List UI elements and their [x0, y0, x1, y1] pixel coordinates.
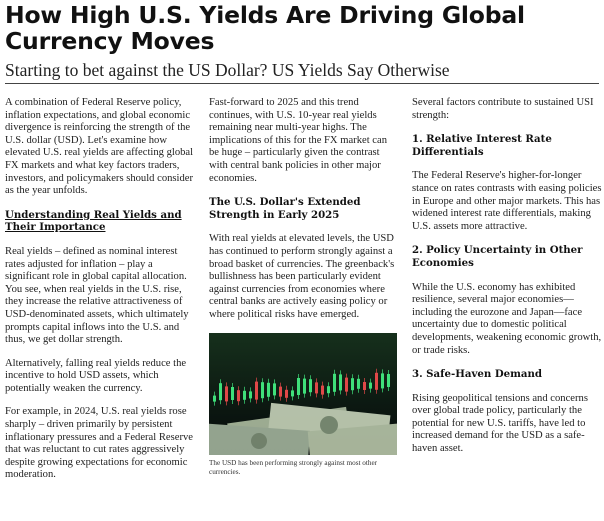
candle-body	[219, 383, 222, 400]
candle-body	[297, 378, 300, 395]
paragraph: The Federal Reserve's higher-for-longer stance on rates contrasts with easing policies in Europe and other major markets. This has widened interest rate differentials, making U.S. assets more attractive.	[412, 170, 602, 232]
paragraph: With real yields at elevated levels, the USD has continued to perform strongly against a broad basket of currencies. The greenback's bullishness has been particularly evident against currencies from economies where central banks are actively easing policy or where political risks have emerged.	[209, 233, 395, 320]
candle-body	[369, 382, 372, 388]
headline: How High U.S. Yields Are Driving Global Currency Moves	[5, 1, 525, 55]
column-3	[412, 97, 602, 467]
section-heading: The U.S. Dollar's Extended Strength in Early 2025	[209, 196, 361, 221]
paragraph: While the U.S. economy has exhibited resilience, several major economies—including the eurozone and Japan—face uncertainty due to domestic political developments, weakening economic growth, or trade risks.	[412, 281, 602, 356]
paragraph: Alternatively, falling real yields reduce the incentive to hold USD assets, which potentially weaken the currency.	[5, 357, 187, 394]
candle-body	[315, 382, 318, 393]
paragraph: A combination of Federal Reserve policy, inflation expectations, and global economic divergence is reinforcing the strength of the U.S. dollar (USD). Let's examine how elevated U.S. real yields are affecting global FX markets and what key factors traders, investors, and policymakers should consider as the year unfolds.	[5, 97, 194, 197]
candle-body	[375, 372, 378, 389]
column-2	[209, 97, 398, 477]
candle-body	[225, 386, 228, 401]
candle-body	[303, 378, 306, 393]
candle-body	[255, 381, 258, 399]
paragraph: Real yields – defined as nominal interest rates adjusted for inflation – play a significant role in global capital allocation. You see, when real yields in the U.S. rise, they increase the relative attractiveness of USD-denominated assets, which ultimately prompts capital inflows into the U.S. and thus, we get dollar strength.	[5, 245, 189, 346]
chart-and-banknotes-photo	[209, 333, 397, 455]
candle-body	[333, 373, 336, 391]
photo-caption: The USD has been performing strongly against most other currencies.	[209, 458, 378, 476]
candle-body	[351, 378, 354, 390]
subheadline: Starting to bet against the US Dollar? US Yields Say Otherwise	[5, 60, 450, 80]
candle-body	[285, 389, 288, 397]
candle-body	[267, 382, 270, 396]
candle-body	[273, 383, 276, 395]
candle-body	[363, 382, 366, 390]
section-heading: 2. Policy Uncertainty in Other Economies	[412, 244, 583, 269]
candle-body	[345, 377, 348, 391]
paragraph: For example, in 2024, U.S. real yields rose sharply – driven primarily by persistent inflationary pressures and a Federal Reserve that was reluctant to cut rates aggressively despite growing expectations for economic moderation.	[5, 406, 193, 481]
candle-body	[309, 379, 312, 392]
candle-body	[339, 374, 342, 390]
candle-body	[381, 373, 384, 388]
column-1	[5, 97, 195, 493]
candle-body	[357, 378, 360, 388]
divider	[5, 83, 599, 84]
candle-body	[321, 385, 324, 394]
section-heading: 3. Safe-Haven Demand	[412, 368, 543, 381]
candle-body	[291, 390, 294, 396]
section-heading: 1. Relative Interest Rate Differentials	[412, 133, 552, 158]
candle-body	[231, 387, 234, 400]
candle-body	[243, 390, 246, 399]
candle-body	[213, 395, 216, 401]
candle-body	[249, 391, 252, 398]
candle-body	[279, 386, 282, 396]
photo-illustration	[209, 333, 397, 455]
candle-body	[237, 390, 240, 401]
paragraph: Several factors contribute to sustained USI strength:	[412, 97, 594, 121]
candle-body	[327, 386, 330, 393]
paragraph: Fast-forward to 2025 and this trend continues, with U.S. 10-year real yields remaining near multi-year highs. The implications of this for the FX market can be huge – particularly given the contrast with central bank policies in other major economies.	[209, 97, 387, 184]
paragraph: Rising geopolitical tensions and concerns over global trade policy, particularly the potential for new U.S. tariffs, have led to increased demand for the USD as a safe-haven asset.	[412, 392, 588, 455]
section-heading: Understanding Real Yields and Their Importance	[5, 208, 182, 234]
candle-body	[261, 382, 264, 398]
candle-body	[387, 374, 390, 387]
